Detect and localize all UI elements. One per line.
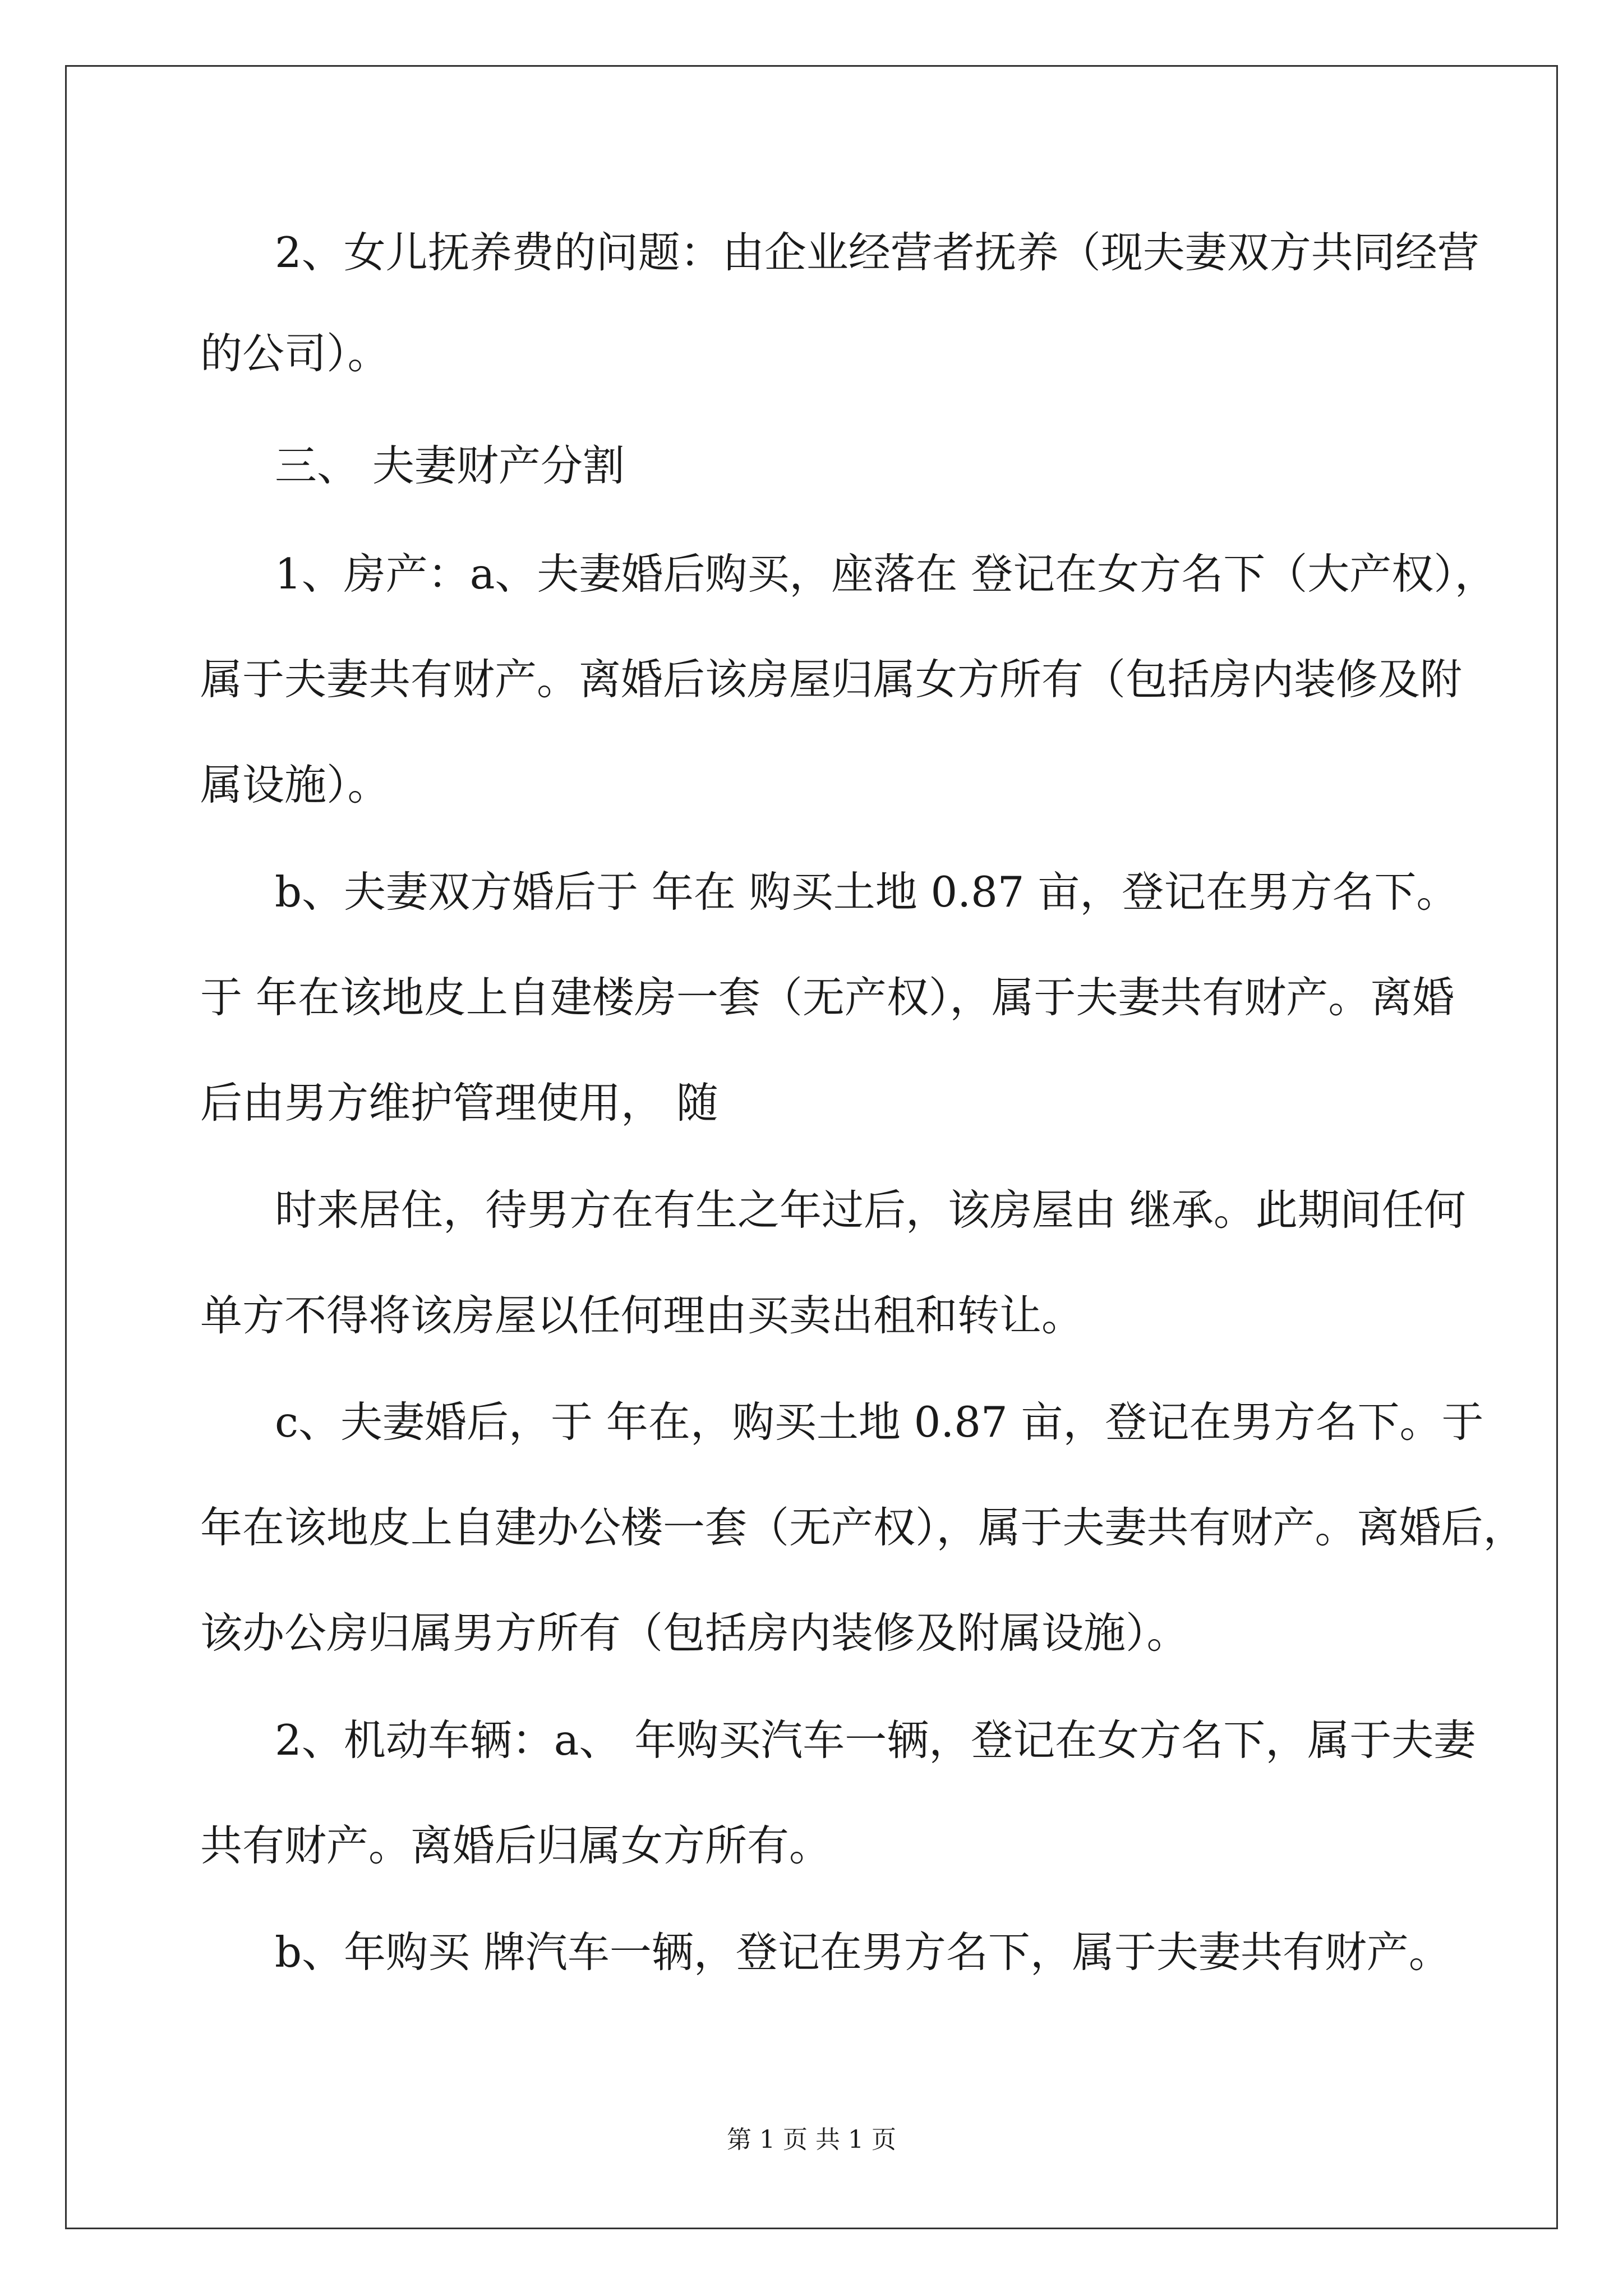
text-line: 属于夫妻共有财产。离婚后该房屋归属女方所有（包括房内装修及附	[200, 655, 1463, 704]
text-line: 属设施）。	[200, 760, 390, 809]
text-line: b、夫妻双方婚后于 年在 购买土地 0.87 亩，登记在男方名下。	[275, 867, 1459, 917]
page-number-label: 第 1 页 共 1 页	[727, 2125, 896, 2154]
section-heading: 三、 夫妻财产分割	[275, 441, 625, 490]
text-line: b、年购买 牌汽车一辆，登记在男方名下，属于夫妻共有财产。	[275, 1927, 1451, 1977]
text-line: 2、机动车辆：a、 年购买汽车一辆，登记在女方名下，属于夫妻	[275, 1715, 1476, 1765]
text-line: c、夫妻婚后，于 年在，购买土地 0.87 亩，登记在男方名下。于	[275, 1397, 1484, 1447]
text-line: 年在该地皮上自建办公楼一套（无产权），属于夫妻共有财产。离婚后，	[200, 1503, 1525, 1552]
text-line: 1、房产：a、夫妻婚后购买，座落在 登记在女方名下（大产权），	[275, 549, 1497, 599]
page-border	[65, 65, 1558, 2229]
text-line: 的公司）。	[200, 329, 390, 378]
text-line: 2、女儿抚养费的问题：由企业经营者抚养（现夫妻双方共同经营	[275, 228, 1479, 277]
text-line: 该办公房归属男方所有（包括房内装修及附属设施）。	[200, 1608, 1189, 1658]
page-footer	[0, 2123, 1623, 2157]
text-line: 时来居住，待男方在有生之年过后，该房屋由 继承。此期间任何	[275, 1185, 1466, 1235]
text-line: 于 年在该地皮上自建楼房一套（无产权），属于夫妻共有财产。离婚	[200, 973, 1455, 1022]
text-line: 单方不得将该房屋以任何理由买卖出租和转让。	[200, 1291, 1084, 1340]
text-line: 共有财产。离婚后归属女方所有。	[200, 1821, 832, 1870]
text-line: 后由男方维护管理使用， 随	[200, 1078, 718, 1128]
